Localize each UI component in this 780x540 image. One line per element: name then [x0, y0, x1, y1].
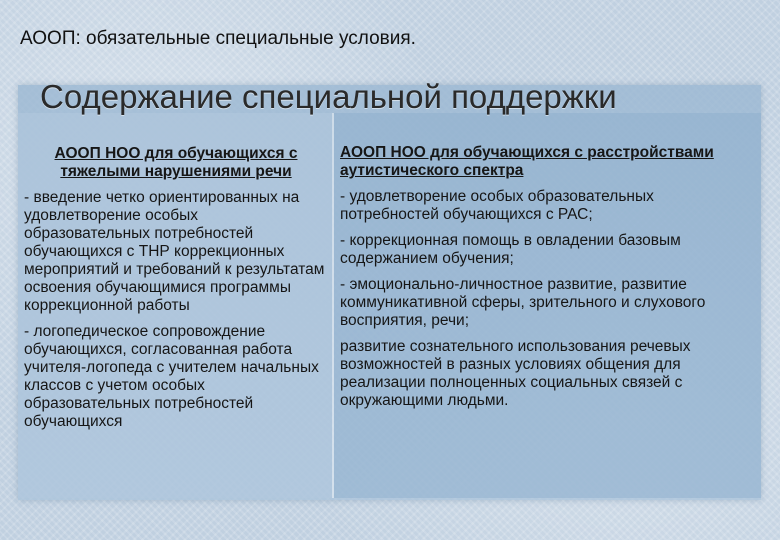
- left-column-item: - логопедическое сопровождение обучающихся, согласованная работа учителя-логопеда с учителем начальных классов с учетом особых образовательных потребностей обучающихся: [24, 323, 319, 430]
- left-column-heading: АООП НОО для обучающихся с тяжелыми нарушениями речи: [54, 145, 298, 180]
- right-column: [334, 113, 761, 498]
- right-column-item: - удовлетворение особых образовательных потребностей обучающихся с РАС;: [340, 188, 654, 223]
- left-column: [18, 113, 332, 498]
- right-column-item: развитие сознательного использования речевых возможностей в разных условиях общения для реализации полноценных социальных связей с окружающими людьми.: [340, 338, 691, 409]
- right-column-item: - коррекционная помощь в овладении базовым содержанием обучения;: [340, 232, 681, 267]
- left-column-item: - введение четко ориентированных на удовлетворение особых образовательных потребностей обучающихся с ТНР коррекционных мероприятий и требований к результатам освоения обучающимися программы коррекционной работы: [24, 189, 325, 314]
- top-caption: АООП: обязательные специальные условия.: [20, 28, 416, 49]
- right-column-item: - эмоционально-личностное развитие, развитие коммуникативной сферы, зрительного и слухового восприятия, речи;: [340, 276, 706, 329]
- right-column-heading: АООП НОО для обучающихся с расстройствами аутистического спектра: [340, 144, 714, 179]
- page-title: Содержание специальной поддержки: [40, 78, 617, 115]
